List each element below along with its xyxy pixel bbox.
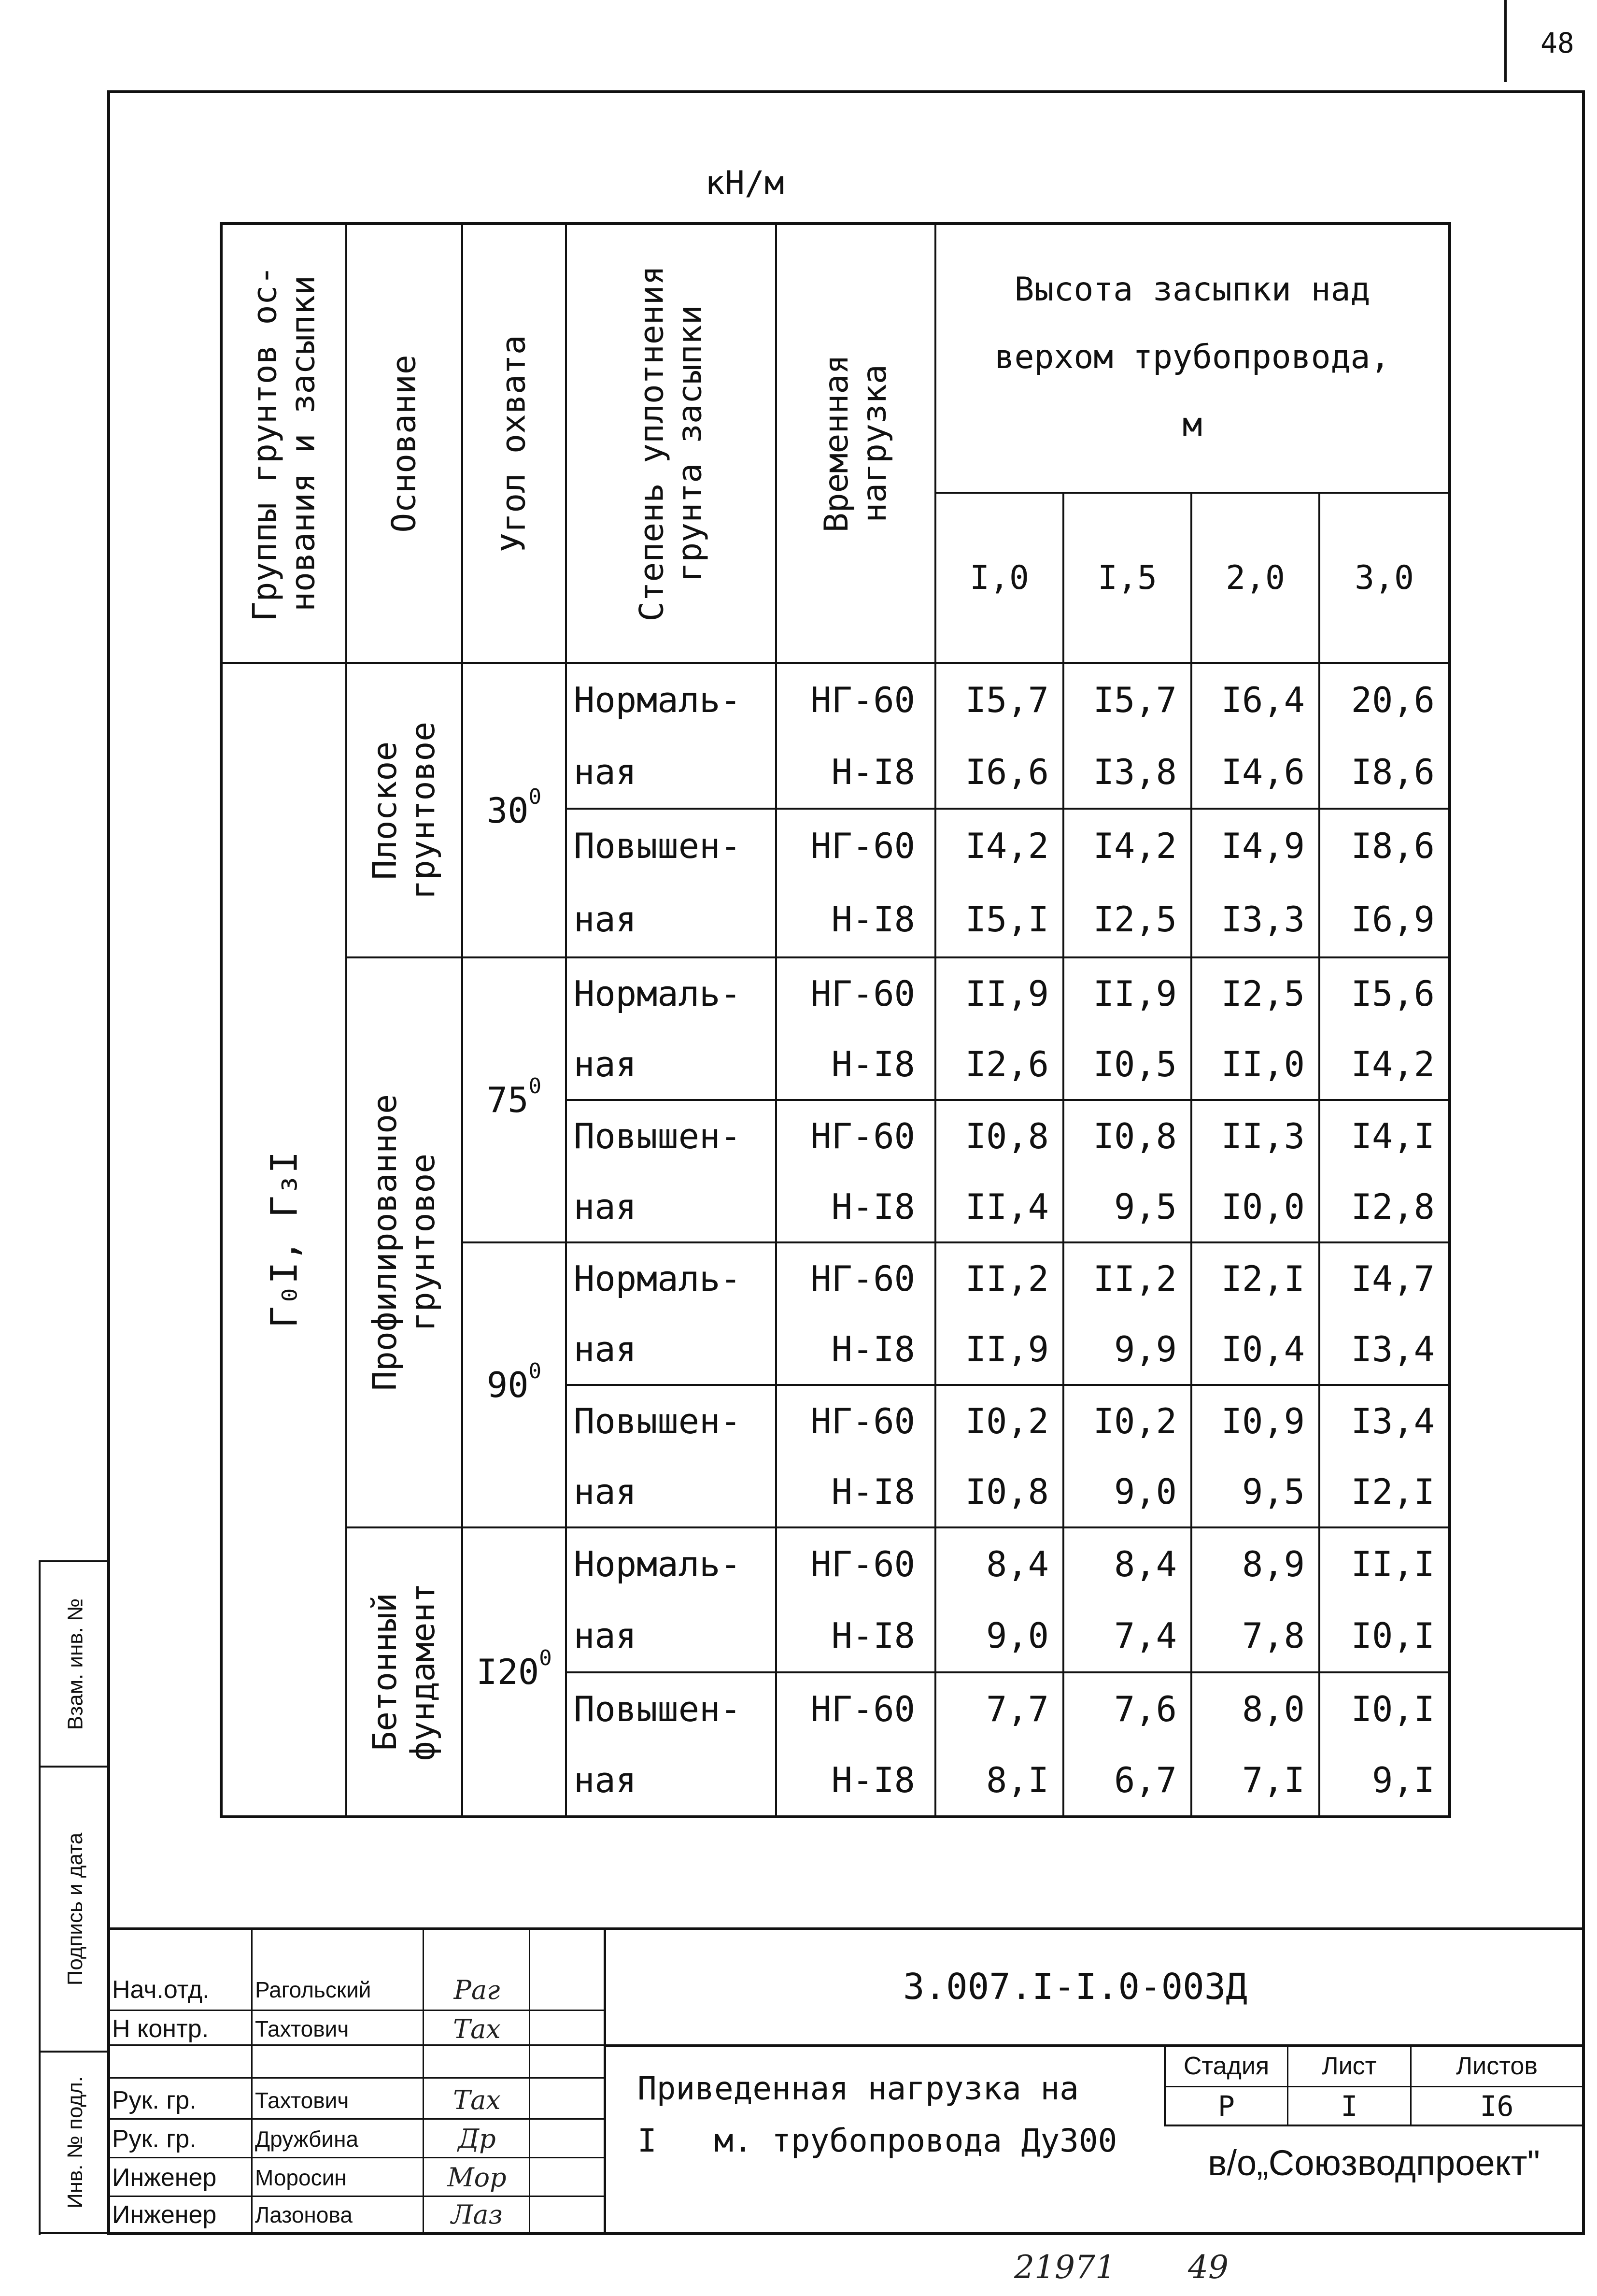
load-cell: Н-I8 [831, 1186, 915, 1227]
value-cell: 8,I [986, 1760, 1049, 1800]
value-cell: I0,8 [1093, 1116, 1177, 1156]
v-right [1448, 222, 1451, 1818]
base-profiled: Профилированное грунтовое [366, 1094, 442, 1391]
compaction-cell: Нормаль- [574, 680, 741, 720]
value-cell: 9,5 [1242, 1471, 1305, 1512]
value-cell: II,I [1351, 1544, 1435, 1584]
table-bottom [220, 1815, 1451, 1818]
side-stamp-bottom [39, 2232, 110, 2234]
doc-title: Приведенная нагрузка на I м. трубопровода Ду300 [637, 2070, 1117, 2159]
doc-code: 3.007.I-I.0-003Д [903, 1966, 1247, 2008]
load-cell: Н-I8 [831, 751, 915, 792]
signatory-name: Лазонова [255, 2202, 353, 2227]
value-cell: 8,4 [986, 1544, 1049, 1584]
value-cell: I3,4 [1351, 1328, 1435, 1369]
value-cell: I0,2 [1093, 1401, 1177, 1441]
signatory-name: Моросин [255, 2165, 347, 2190]
value-cell: 20,6 [1351, 680, 1435, 720]
tb-col3 [529, 1927, 530, 2235]
value-cell: I4,9 [1221, 826, 1305, 866]
compaction-cell: ная [574, 1186, 637, 1227]
compaction-cell: Повышен- [574, 826, 741, 866]
tb-top [107, 1927, 1585, 1930]
value-cell: 9,0 [986, 1615, 1049, 1656]
signatory-name: Рагольский [255, 1977, 371, 2002]
base-flat: Плоское грунтовое [366, 721, 442, 899]
angle-90: $90^0$ [486, 1359, 542, 1405]
value-cell: I4,2 [1093, 826, 1177, 866]
value-cell: II,0 [1221, 1043, 1305, 1084]
signatory-signature: Тах [453, 2085, 501, 2115]
header-height: Высота засыпки над верхом трубопровода, м [994, 271, 1390, 444]
value-cell: I0,0 [1221, 1186, 1305, 1227]
value-cell: I2,8 [1351, 1186, 1435, 1227]
signatory-rule [107, 2010, 605, 2011]
value-cell: 7,8 [1242, 1615, 1305, 1656]
header-base: Основание [385, 354, 424, 533]
value-cell: I3,3 [1221, 899, 1305, 940]
compaction-cell: ная [574, 1471, 637, 1512]
load-cell: НГ-60 [810, 826, 915, 866]
value-cell: 8,0 [1242, 1689, 1305, 1729]
value-cell: I2,5 [1221, 973, 1305, 1014]
value-cell: I4,7 [1351, 1258, 1435, 1299]
compaction-cell: Нормаль- [574, 973, 741, 1014]
signatory-rule [107, 2118, 605, 2120]
compaction-cell: Нормаль- [574, 1258, 741, 1299]
value-cell: I5,7 [1093, 680, 1177, 720]
signatory-name: Тахтович [255, 2087, 349, 2113]
compaction-cell: ная [574, 1043, 637, 1084]
tb-col1 [251, 1927, 253, 2235]
value-cell: 7,6 [1114, 1689, 1177, 1729]
load-cell: Н-I8 [831, 899, 915, 940]
signatory-signature: Тах [453, 2013, 501, 2044]
header-angle: Угол охвата [495, 334, 533, 553]
value-cell: 8,4 [1114, 1544, 1177, 1584]
compaction-cell: Нормаль- [574, 1544, 741, 1584]
value-cell: 7,7 [986, 1689, 1049, 1729]
header-h20: 2,0 [1226, 558, 1285, 597]
compaction-cell: ная [574, 1328, 637, 1369]
signatory-signature: Лаз [451, 2199, 503, 2230]
signatory-rule [107, 2077, 605, 2079]
value-cell: I0,4 [1221, 1328, 1305, 1369]
signatory-role: Н контр. [112, 2015, 209, 2043]
header-h30: 3,0 [1355, 558, 1414, 597]
value-cell: 7,4 [1114, 1615, 1177, 1656]
load-cell: Н-I8 [831, 1471, 915, 1512]
signatory-rule [107, 2232, 605, 2234]
signatory-name: Дружбина [255, 2126, 359, 2152]
load-cell: Н-I8 [831, 1615, 915, 1656]
value-cell: I0,8 [965, 1116, 1049, 1156]
signatory-name: Тахтович [255, 2016, 349, 2041]
value-cell: I2,5 [1093, 899, 1177, 940]
signatory-signature [427, 2045, 526, 2077]
value-cell: II,4 [965, 1186, 1049, 1227]
soil-groups-cell: Г₀I, Г₃I [262, 1151, 306, 1328]
value-cell: 6,7 [1114, 1760, 1177, 1800]
signatory-role: Инженер [112, 2200, 217, 2229]
value-cell: II,2 [1093, 1258, 1177, 1299]
value-cell: I0,5 [1093, 1043, 1177, 1084]
signatory-name [255, 2045, 422, 2077]
side-stamp-replace-inv: Взам. инв. № [63, 1598, 87, 1730]
compaction-cell: Повышен- [574, 1116, 741, 1156]
value-cell: II,3 [1221, 1116, 1305, 1156]
load-cell: НГ-60 [810, 1689, 915, 1729]
value-cell: I0,2 [965, 1401, 1049, 1441]
value-cell: I4,I [1351, 1116, 1435, 1156]
value-cell: 9,5 [1114, 1186, 1177, 1227]
value-cell: I2,6 [965, 1043, 1049, 1084]
angle-30: $30^0$ [486, 784, 542, 831]
signatory-rule [107, 2157, 605, 2158]
value-cell: I0,I [1351, 1615, 1435, 1656]
value-cell: 9,9 [1114, 1328, 1177, 1369]
value-cell: I0,8 [965, 1471, 1049, 1512]
value-cell: I8,6 [1351, 826, 1435, 866]
value-cell: I2,I [1351, 1471, 1435, 1512]
value-cell: I6,4 [1221, 680, 1305, 720]
header-groups: Группы грунтов ос- нования и засыпки [246, 265, 323, 622]
tb-left-sep [604, 1927, 606, 2235]
footer-number-1: 21971 [1014, 2249, 1116, 2286]
value-cell: 8,9 [1242, 1544, 1305, 1584]
value-cell: I0,9 [1221, 1401, 1305, 1441]
value-cell: 7,I [1242, 1760, 1305, 1800]
side-stamp-sign-date: Подпись и дата [63, 1832, 87, 1986]
value-cell: I6,9 [1351, 899, 1435, 940]
value-cell: I5,6 [1351, 973, 1435, 1014]
tb-col2 [423, 1927, 424, 2235]
load-cell: НГ-60 [810, 1116, 915, 1156]
load-cell: Н-I8 [831, 1043, 915, 1084]
signatory-role: Рук. гр. [112, 2086, 197, 2114]
value-cell: I5,I [965, 899, 1049, 940]
unit-label: кН/м [705, 164, 784, 202]
load-cell: НГ-60 [810, 1544, 915, 1584]
value-cell: I4,2 [965, 826, 1049, 866]
frame-right [1582, 90, 1585, 2235]
value-cell: I6,6 [965, 751, 1049, 792]
value-cell: I4,6 [1221, 751, 1305, 792]
base-concrete: Бетонный фундамент [366, 1583, 442, 1761]
signatory-role: Нач.отд. [112, 1976, 210, 2004]
side-stamp-inv-no: Инв. № подл. [63, 2076, 87, 2209]
organization: в/о„Союзводпроект" [1208, 2142, 1540, 2183]
signatory-role: Инженер [112, 2163, 217, 2192]
value-cell: I3,4 [1351, 1401, 1435, 1441]
sheet-value: I [1341, 2089, 1358, 2123]
load-cell: НГ-60 [810, 1258, 915, 1299]
compaction-cell: ная [574, 751, 637, 792]
header-compaction: Степень уплотнения грунта засыпки [633, 265, 709, 622]
footer-number-2: 49 [1188, 2249, 1229, 2286]
value-cell: I3,8 [1093, 751, 1177, 792]
page-number-rule [1504, 0, 1507, 82]
compaction-cell: Повышен- [574, 1689, 741, 1729]
load-cell: НГ-60 [810, 680, 915, 720]
compaction-cell: ная [574, 899, 637, 940]
angle-75: $75^0$ [486, 1074, 542, 1120]
angle-120: $I20^0$ [476, 1646, 552, 1692]
sheets-label: Листов [1456, 2052, 1538, 2080]
signatory-role [112, 2045, 250, 2077]
signatory-role: Рук. гр. [112, 2125, 197, 2153]
load-cell: НГ-60 [810, 973, 915, 1014]
value-cell: 9,I [1371, 1760, 1435, 1800]
compaction-cell: ная [574, 1615, 637, 1656]
load-cell: Н-I8 [831, 1328, 915, 1369]
stage-label: Стадия [1183, 2052, 1270, 2080]
value-cell: II,9 [965, 1328, 1049, 1369]
load-cell: НГ-60 [810, 1401, 915, 1441]
frame-top [107, 90, 1585, 93]
value-cell: I8,6 [1351, 751, 1435, 792]
value-cell: 9,0 [1114, 1471, 1177, 1512]
load-cell: Н-I8 [831, 1760, 915, 1800]
signatory-signature: Раг [453, 1974, 500, 2005]
page-number: 48 [1540, 27, 1574, 59]
header-h15: I,5 [1098, 558, 1157, 597]
header-load: Временная нагрузка [818, 354, 894, 533]
compaction-cell: Повышен- [574, 1401, 741, 1441]
signatory-signature: Др [458, 2124, 496, 2154]
compaction-cell: ная [574, 1760, 637, 1800]
sheets-value: I6 [1480, 2089, 1514, 2123]
stage-value: Р [1218, 2089, 1235, 2123]
value-cell: I2,I [1221, 1258, 1305, 1299]
value-cell: I4,2 [1351, 1043, 1435, 1084]
sheet-label: Лист [1322, 2052, 1377, 2080]
value-cell: II,9 [1093, 973, 1177, 1014]
header-h10: I,0 [970, 558, 1029, 597]
value-cell: II,2 [965, 1258, 1049, 1299]
value-cell: I0,I [1351, 1689, 1435, 1729]
value-cell: I5,7 [965, 680, 1049, 720]
signatory-signature: Мор [447, 2162, 507, 2193]
value-cell: II,9 [965, 973, 1049, 1014]
